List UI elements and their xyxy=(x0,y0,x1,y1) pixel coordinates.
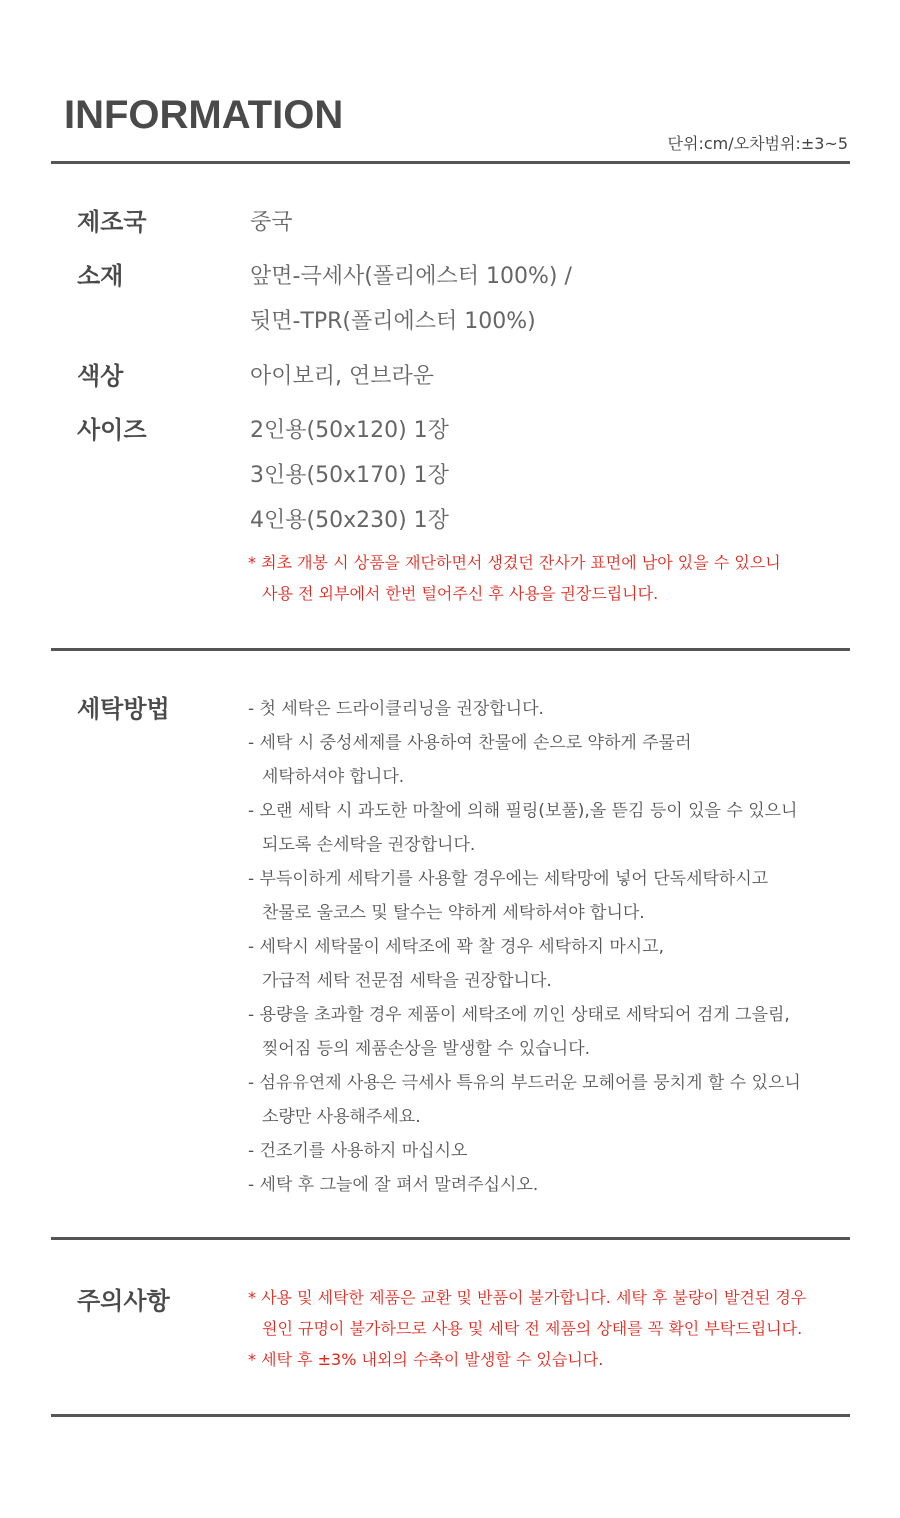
size-value xyxy=(250,408,449,543)
washing-line: 찬물로 울코스 및 탈수는 약하게 세탁하셔야 합니다. xyxy=(262,903,645,923)
size-line: 4인용(50x230) 1장 xyxy=(250,508,449,533)
size-label: 사이즈 xyxy=(77,416,147,444)
unit-note: 단위:cm/오차범위:±3~5 xyxy=(667,134,848,153)
lint-notice-line: * 최초 개봉 시 상품을 재단하면서 생겼던 잔사가 표면에 남아 있을 수 있으니 xyxy=(248,553,781,572)
color-value xyxy=(250,354,434,399)
washing-line: 되도록 손세탁을 권장합니다. xyxy=(262,835,476,855)
washing-line: - 용량을 초과할 경우 제품이 세탁조에 끼인 상태로 세탁되어 검게 그을림, xyxy=(248,1005,790,1025)
washing-line: - 섬유유연제 사용은 극세사 특유의 부드러운 모헤어를 뭉치게 할 수 있으니 xyxy=(248,1073,801,1093)
caution-line: * 세탁 후 ±3% 내외의 수축이 발생할 수 있습니다. xyxy=(248,1350,604,1369)
origin-value-text: 중국 xyxy=(250,210,293,235)
washing-line: 찢어짐 등의 제품손상을 발생할 수 있습니다. xyxy=(262,1039,591,1059)
washing-line: - 건조기를 사용하지 마십시오 xyxy=(248,1141,468,1161)
washing-line: - 첫 세탁은 드라이클리닝을 권장합니다. xyxy=(248,699,544,719)
washing-label: 세탁방법 xyxy=(77,695,170,723)
caution-notice xyxy=(248,1282,806,1375)
washing-line: 소량만 사용해주세요. xyxy=(262,1107,421,1127)
page-title: INFORMATION xyxy=(64,93,344,137)
washing-line: - 세탁 시 중성세제를 사용하여 찬물에 손으로 약하게 주물러 xyxy=(248,733,692,753)
washing-line: - 세탁시 세탁물이 세탁조에 꽉 찰 경우 세탁하지 마시고, xyxy=(248,937,665,957)
info-divider xyxy=(51,648,850,651)
washing-line: - 세탁 후 그늘에 잘 펴서 말려주십시오. xyxy=(248,1175,539,1195)
material-line: 앞면-극세사(폴리에스터 100%) / xyxy=(250,264,572,289)
color-value-text: 아이보리, 연브라운 xyxy=(250,364,435,389)
header-divider xyxy=(51,161,850,164)
footer-divider xyxy=(51,1414,850,1417)
material-value xyxy=(250,254,572,344)
color-label: 색상 xyxy=(77,362,124,390)
washing-divider xyxy=(51,1237,850,1240)
material-label: 소재 xyxy=(77,262,124,290)
washing-line: - 오랜 세탁 시 과도한 마찰에 의해 필링(보풀),올 뜯김 등이 있을 수 있으니 xyxy=(248,801,798,821)
washing-line: 가급적 세탁 전문점 세탁을 권장합니다. xyxy=(262,971,552,991)
origin-label: 제조국 xyxy=(77,208,147,236)
size-line: 2인용(50x120) 1장 xyxy=(250,418,449,443)
caution-line: 원인 규명이 불가하므로 사용 및 세탁 전 제품의 상태를 꼭 확인 부탁드립니다. xyxy=(262,1319,803,1338)
material-line: 뒷면-TPR(폴리에스터 100%) xyxy=(250,309,536,334)
lint-notice xyxy=(248,547,781,609)
washing-line: - 부득이하게 세탁기를 사용할 경우에는 세탁망에 넣어 단독세탁하시고 xyxy=(248,869,769,889)
washing-line: 세탁하셔야 합니다. xyxy=(262,767,405,787)
caution-line: * 사용 및 세탁한 제품은 교환 및 반품이 불가합니다. 세탁 후 불량이 발견된 경우 xyxy=(248,1288,807,1307)
size-line: 3인용(50x170) 1장 xyxy=(250,463,449,488)
lint-notice-line: 사용 전 외부에서 한번 털어주신 후 사용을 권장드립니다. xyxy=(262,584,659,603)
caution-label: 주의사항 xyxy=(77,1287,170,1315)
origin-value xyxy=(250,200,293,245)
washing-instructions xyxy=(248,692,801,1202)
